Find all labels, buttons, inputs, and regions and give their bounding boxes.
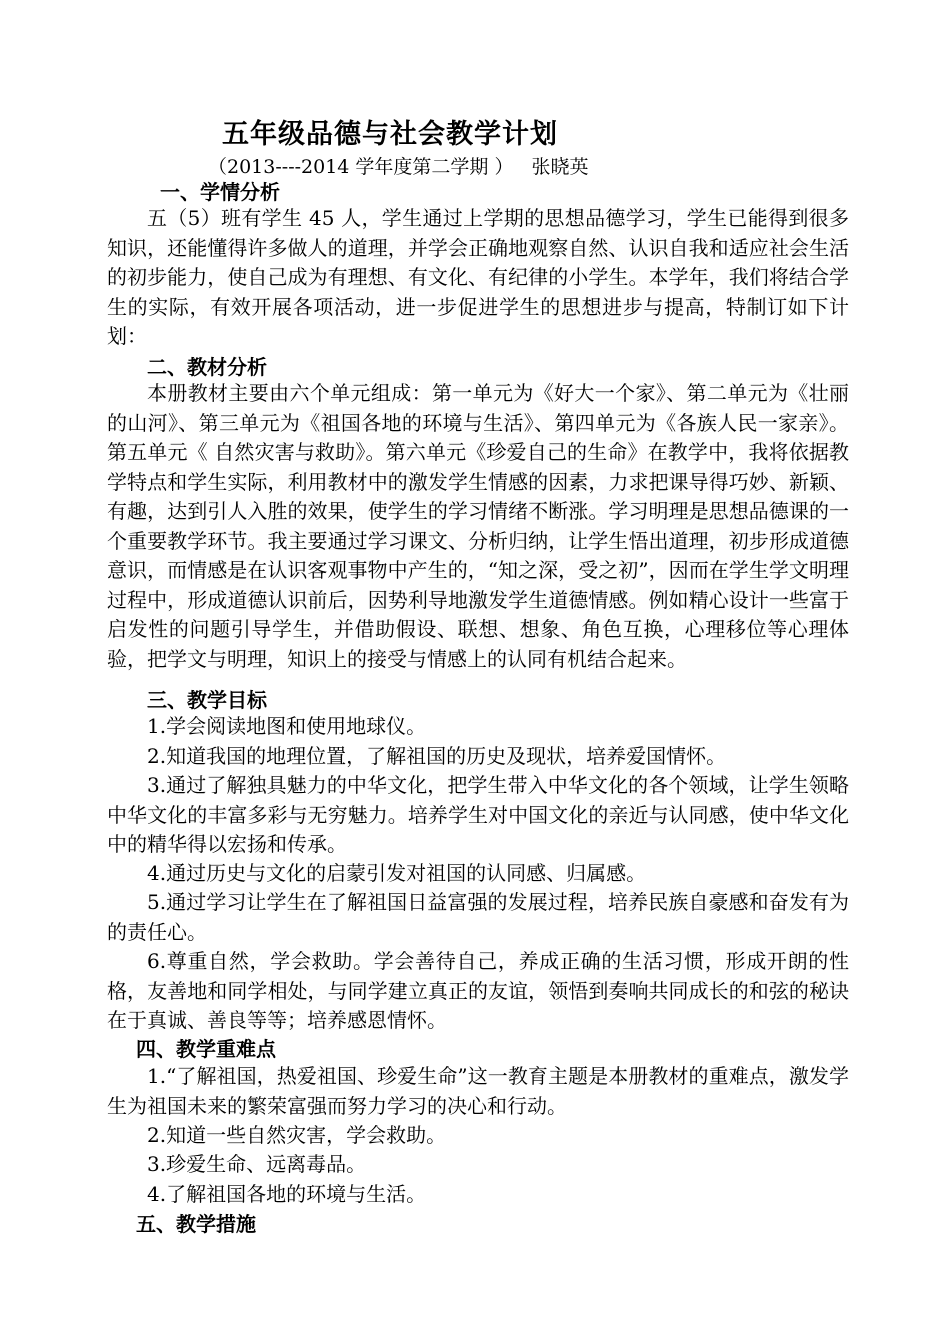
section-heading-3: 三、教学目标 (147, 688, 267, 712)
page-title: 五年级品德与社会教学计划 (222, 119, 558, 150)
key-point-1: 1.“了解祖国，热爱祖国、珍爱生命”这一教育主题是本册教材的重难点，激发学生为祖国未来的繁荣富强而努力学习的决心和行动。 (107, 1064, 849, 1118)
goal-item-4: 4.通过历史与文化的启蒙引发对祖国的认同感、归属感。 (147, 861, 647, 885)
key-point-3: 3.珍爱生命、远离毒品。 (147, 1152, 367, 1176)
goal-item-3: 3.通过了解独具魅力的中华文化，把学生带入中华文化的各个领域，让学生领略中华文化的丰富多彩与无穷魅力。培养学生对中国文化的亲近与认同感，使中华文化中的精华得以宏扬和传承。 (107, 773, 849, 856)
goal-item-5: 5.通过学习让学生在了解祖国日益富强的发展过程，培养民族自豪感和奋发有为的责任心。 (107, 890, 849, 944)
section-heading-5: 五、教学措施 (136, 1212, 256, 1236)
section-heading-2: 二、教材分析 (147, 355, 267, 379)
key-point-4: 4.了解祖国各地的环境与生活。 (147, 1182, 427, 1206)
key-point-2: 2.知道一些自然灾害，学会救助。 (147, 1123, 447, 1147)
subtitle-term: （2013----2014 学年度第二学期 ） (208, 156, 514, 178)
section-heading-4: 四、教学重难点 (136, 1037, 276, 1061)
goal-item-2: 2.知道我国的地理位置，了解祖国的历史及现状，培养爱国情怀。 (147, 744, 727, 768)
section-2-paragraph: 本册教材主要由六个单元组成：第一单元为《好大一个家》、第二单元为《壮丽的山河》、第三单元为《祖国各地的环境与生活》、第四单元为《各族人民一家亲》。第五单元《 自然灾害与救助》。第六单元《珍爱自己的生命》在教学中，我将依据教学特点和学生实际，利用教材中的激发学生情感的因素，力求把课导得巧妙、新颖、有趣，达到引人入胜的效果，使学生的学习情绪不断涨。学习明理是思想品德课的一个重要教学环节。我主要通过学习课文、分析归纳，让学生悟出道理，初步形成道德意识，而情感是在认识客观事物中产生的，“知之深，受之初”，因而在学生学文明理过程中，形成道德认识前后，因势利导地激发学生道德情感。例如精心设计一些富于启发性的问题引导学生，并借助假设、联想、想象、角色互换，心理移位等心理体验，把学文与明理，知识上的接受与情感上的认同有机结合起来。 (107, 381, 849, 671)
goal-item-1: 1.学会阅读地图和使用地球仪。 (147, 714, 427, 738)
page-subtitle (208, 152, 588, 179)
goal-item-6: 6.尊重自然，学会救助。学会善待自己，养成正确的生活习惯，形成开朗的性格，友善地和同学相处，与同学建立真正的友谊，领悟到奏响共同成长的和弦的秘诀在于真诚、善良等等；培养感恩情怀。 (107, 949, 849, 1032)
section-1-paragraph: 五（5）班有学生 45 人，学生通过上学期的思想品德学习，学生已能得到很多知识，还能懂得许多做人的道理，并学会正确地观察自然、认识自我和适应社会生活的初步能力，使自己成为有理想、有文化、有纪律的小学生。本学年，我们将结合学生的实际，有效开展各项活动，进一步促进学生的思想进步与提高，特制订如下计划： (107, 206, 849, 348)
subtitle-author: 张晓英 (531, 156, 589, 178)
section-heading-1: 一、学情分析 (160, 180, 280, 204)
